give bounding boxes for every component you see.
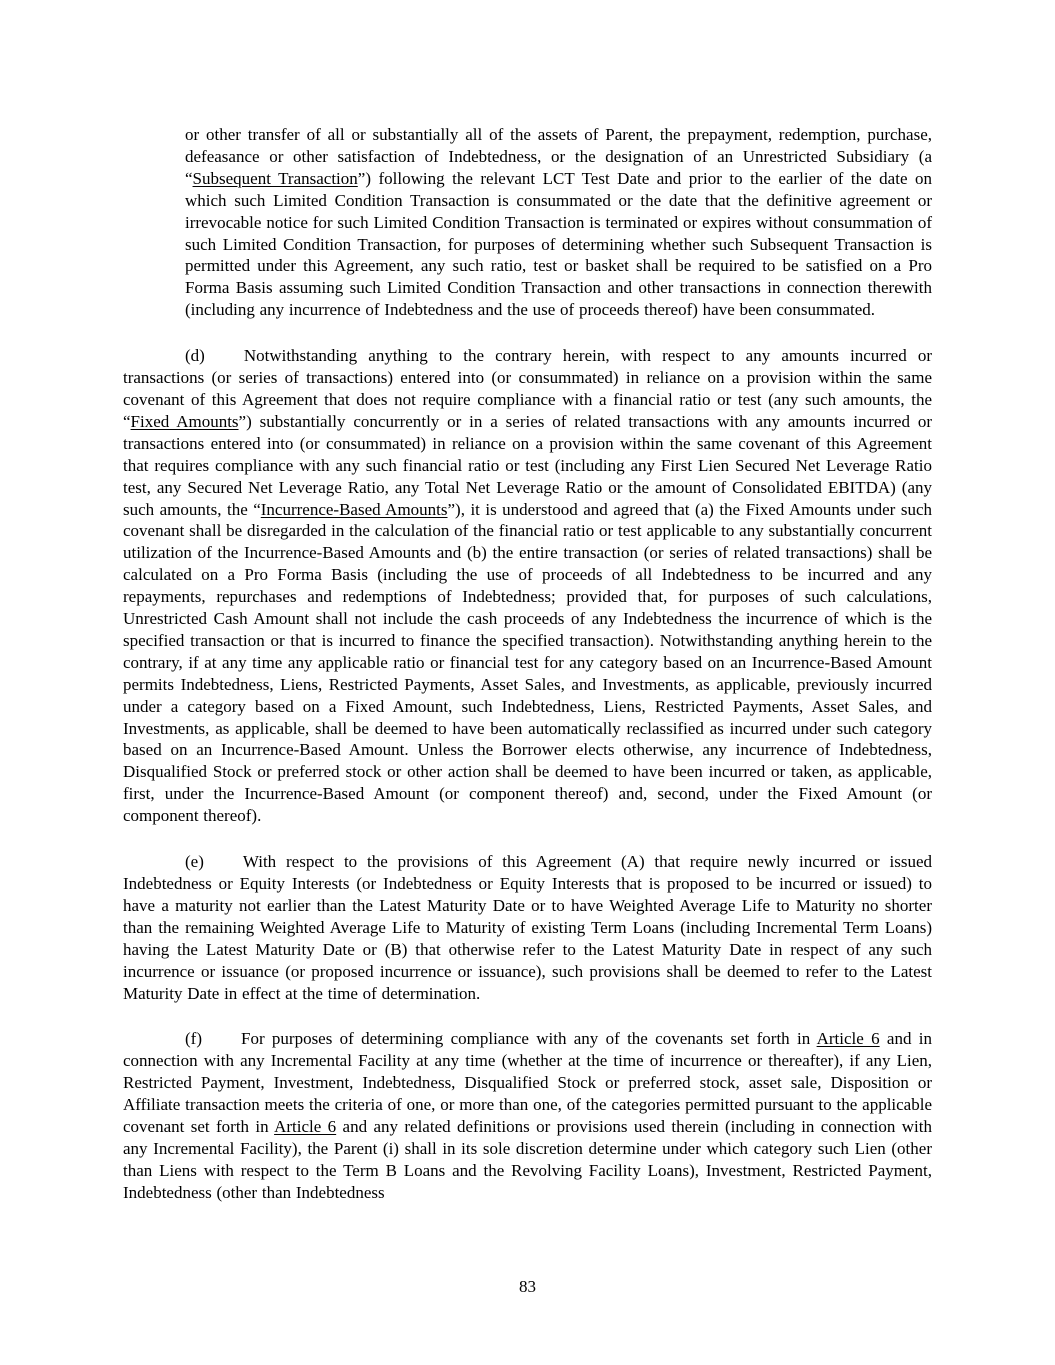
- underlined-term: Fixed Amounts: [130, 411, 239, 431]
- paragraph-subsequent-transaction-clause: [185, 124, 932, 321]
- text-run: ”) substantially concurrently or in a series of related transactions with any amounts incurred or transactions entered into (or consummated) in reliance on a provision within the same covenant of this Agreement that requires compliance with any such financial ratio or test (including any First Lien Secured Net Leverage Ratio test, any Secured Net Leverage Ratio, any Total Net Leverage Ratio or the amount of Consolidated EBITDA) (any such amounts, the “: [123, 411, 932, 519]
- document-body: [123, 124, 932, 1228]
- paragraph-d: [123, 345, 932, 827]
- underlined-term: Article 6: [274, 1117, 337, 1137]
- page-number: 83: [519, 1277, 536, 1296]
- text-run: Notwithstanding anything to the contrary herein, with respect to any amounts incurred or transactions (or series of transactions) entered into (or consummated) in reliance on a provision within the same covenant of this Agreement that does not require compliance with a financial ratio or test (any such amounts, the “: [123, 346, 932, 431]
- underlined-term: Incurrence-Based Amounts: [260, 499, 448, 519]
- paragraph-f: [123, 1028, 932, 1203]
- underlined-term: Article 6: [816, 1029, 880, 1049]
- text-run: (f): [185, 1029, 202, 1049]
- text-run: (e): [185, 852, 204, 872]
- text-run: and in connection with any Incremental Facility at any time (whether at the time of incurrence or thereafter), if any Lien, Restricted Payment, Investment, Indebtedness, Disqualified Stock or preferred stock, asset sale, Disposition or Affiliate transaction meets the criteria of one, or more than one, of the categories permitted pursuant to the applicable covenant set forth in: [123, 1029, 932, 1137]
- text-run: (d): [185, 346, 205, 366]
- paragraph-e: [123, 851, 932, 1004]
- text-run: ”) following the relevant LCT Test Date and prior to the earlier of the date on which such Limited Condition Transaction is consummated or the date that the definitive agreement or irrevocable notice for such Limited Condition Transaction is terminated or expires without consummation of such Limited Condition Transaction, for purposes of determining whether such Subsequent Transaction is permitted under this Agreement, any such ratio, test or basket shall be required to be satisfied on a Pro Forma Basis assuming such Limited Condition Transaction and other transactions in connection therewith (including any incurrence of Indebtedness and the use of proceeds thereof) have been consummated.: [185, 168, 932, 320]
- text-run: With respect to the provisions of this Agreement (A) that require newly incurred or issued Indebtedness or Equity Interests (or Indebtedness or Equity Interests that is proposed to be incurred or issued) to have a maturity not earlier than the Latest Maturity Date or to have Weighted Average Life to Maturity no shorter than the remaining Weighted Average Life to Maturity of existing Term Loans (including Incremental Term Loans) having the Latest Maturity Date or (B) that otherwise refer to the Latest Maturity Date in respect of any such incurrence or issuance (or proposed incurrence or issuance), such provisions shall be deemed to refer to the Latest Maturity Date in effect at the time of determination.: [123, 852, 932, 1003]
- text-run: For purposes of determining compliance with any of the covenants set forth in: [240, 1029, 817, 1049]
- text-run: and any related definitions or provisions used therein (including in connection with any Incremental Facility), the Parent (i) shall in its sole discretion determine under which category such Lien (other than Liens with respect to the Term B Loans and the Revolving Facility Loans), Investment, Restricted Payment, Indebtedness (other than Indebtedness: [123, 1117, 932, 1202]
- text-run: ”), it is understood and agreed that (a) the Fixed Amounts under such covenant shall be disregarded in the calculation of the financial ratio or test applicable to any substantially concurrent utilization of the Incurrence-Based Amounts and (b) the entire transaction (or series of related transactions) shall be calculated on a Pro Forma Basis (including the use of proceeds of all Indebtedness to be incurred and any repayments, repurchases and redemptions of Indebtedness; provided that, for purposes of such calculations, Unrestricted Cash Amount shall not include the cash proceeds of any Indebtedness the incurrence of which is the specified transaction or that is incurred to finance the specified transaction). Notwithstanding anything herein to the contrary, if at any time any applicable ratio or financial test for any category based on an Incurrence-Based Amount permits Indebtedness, Liens, Restricted Payments, Asset Sales, and Investments, as applicable, previously incurred under a category based on a Fixed Amount, such Indebtedness, Liens, Restricted Payments, Asset Sales, and Investments, as applicable, shall be deemed to have been automatically reclassified as incurred under such category based on an Incurrence-Based Amount. Unless the Borrower elects otherwise, any incurrence of Indebtedness, Disqualified Stock or preferred stock or other action shall be deemed to have been incurred or taken, as applicable, first, under the Incurrence-Based Amount (or component thereof) and, second, under the Fixed Amount (or component thereof).: [123, 499, 932, 826]
- text-run: or other transfer of all or substantially all of the assets of Parent, the prepayment, redemption, purchase, defeasance or other satisfaction of Indebtedness, or the designation of an Unrestricted Subsidiary (a “: [185, 125, 932, 188]
- underlined-term: Subsequent Transaction: [192, 168, 358, 188]
